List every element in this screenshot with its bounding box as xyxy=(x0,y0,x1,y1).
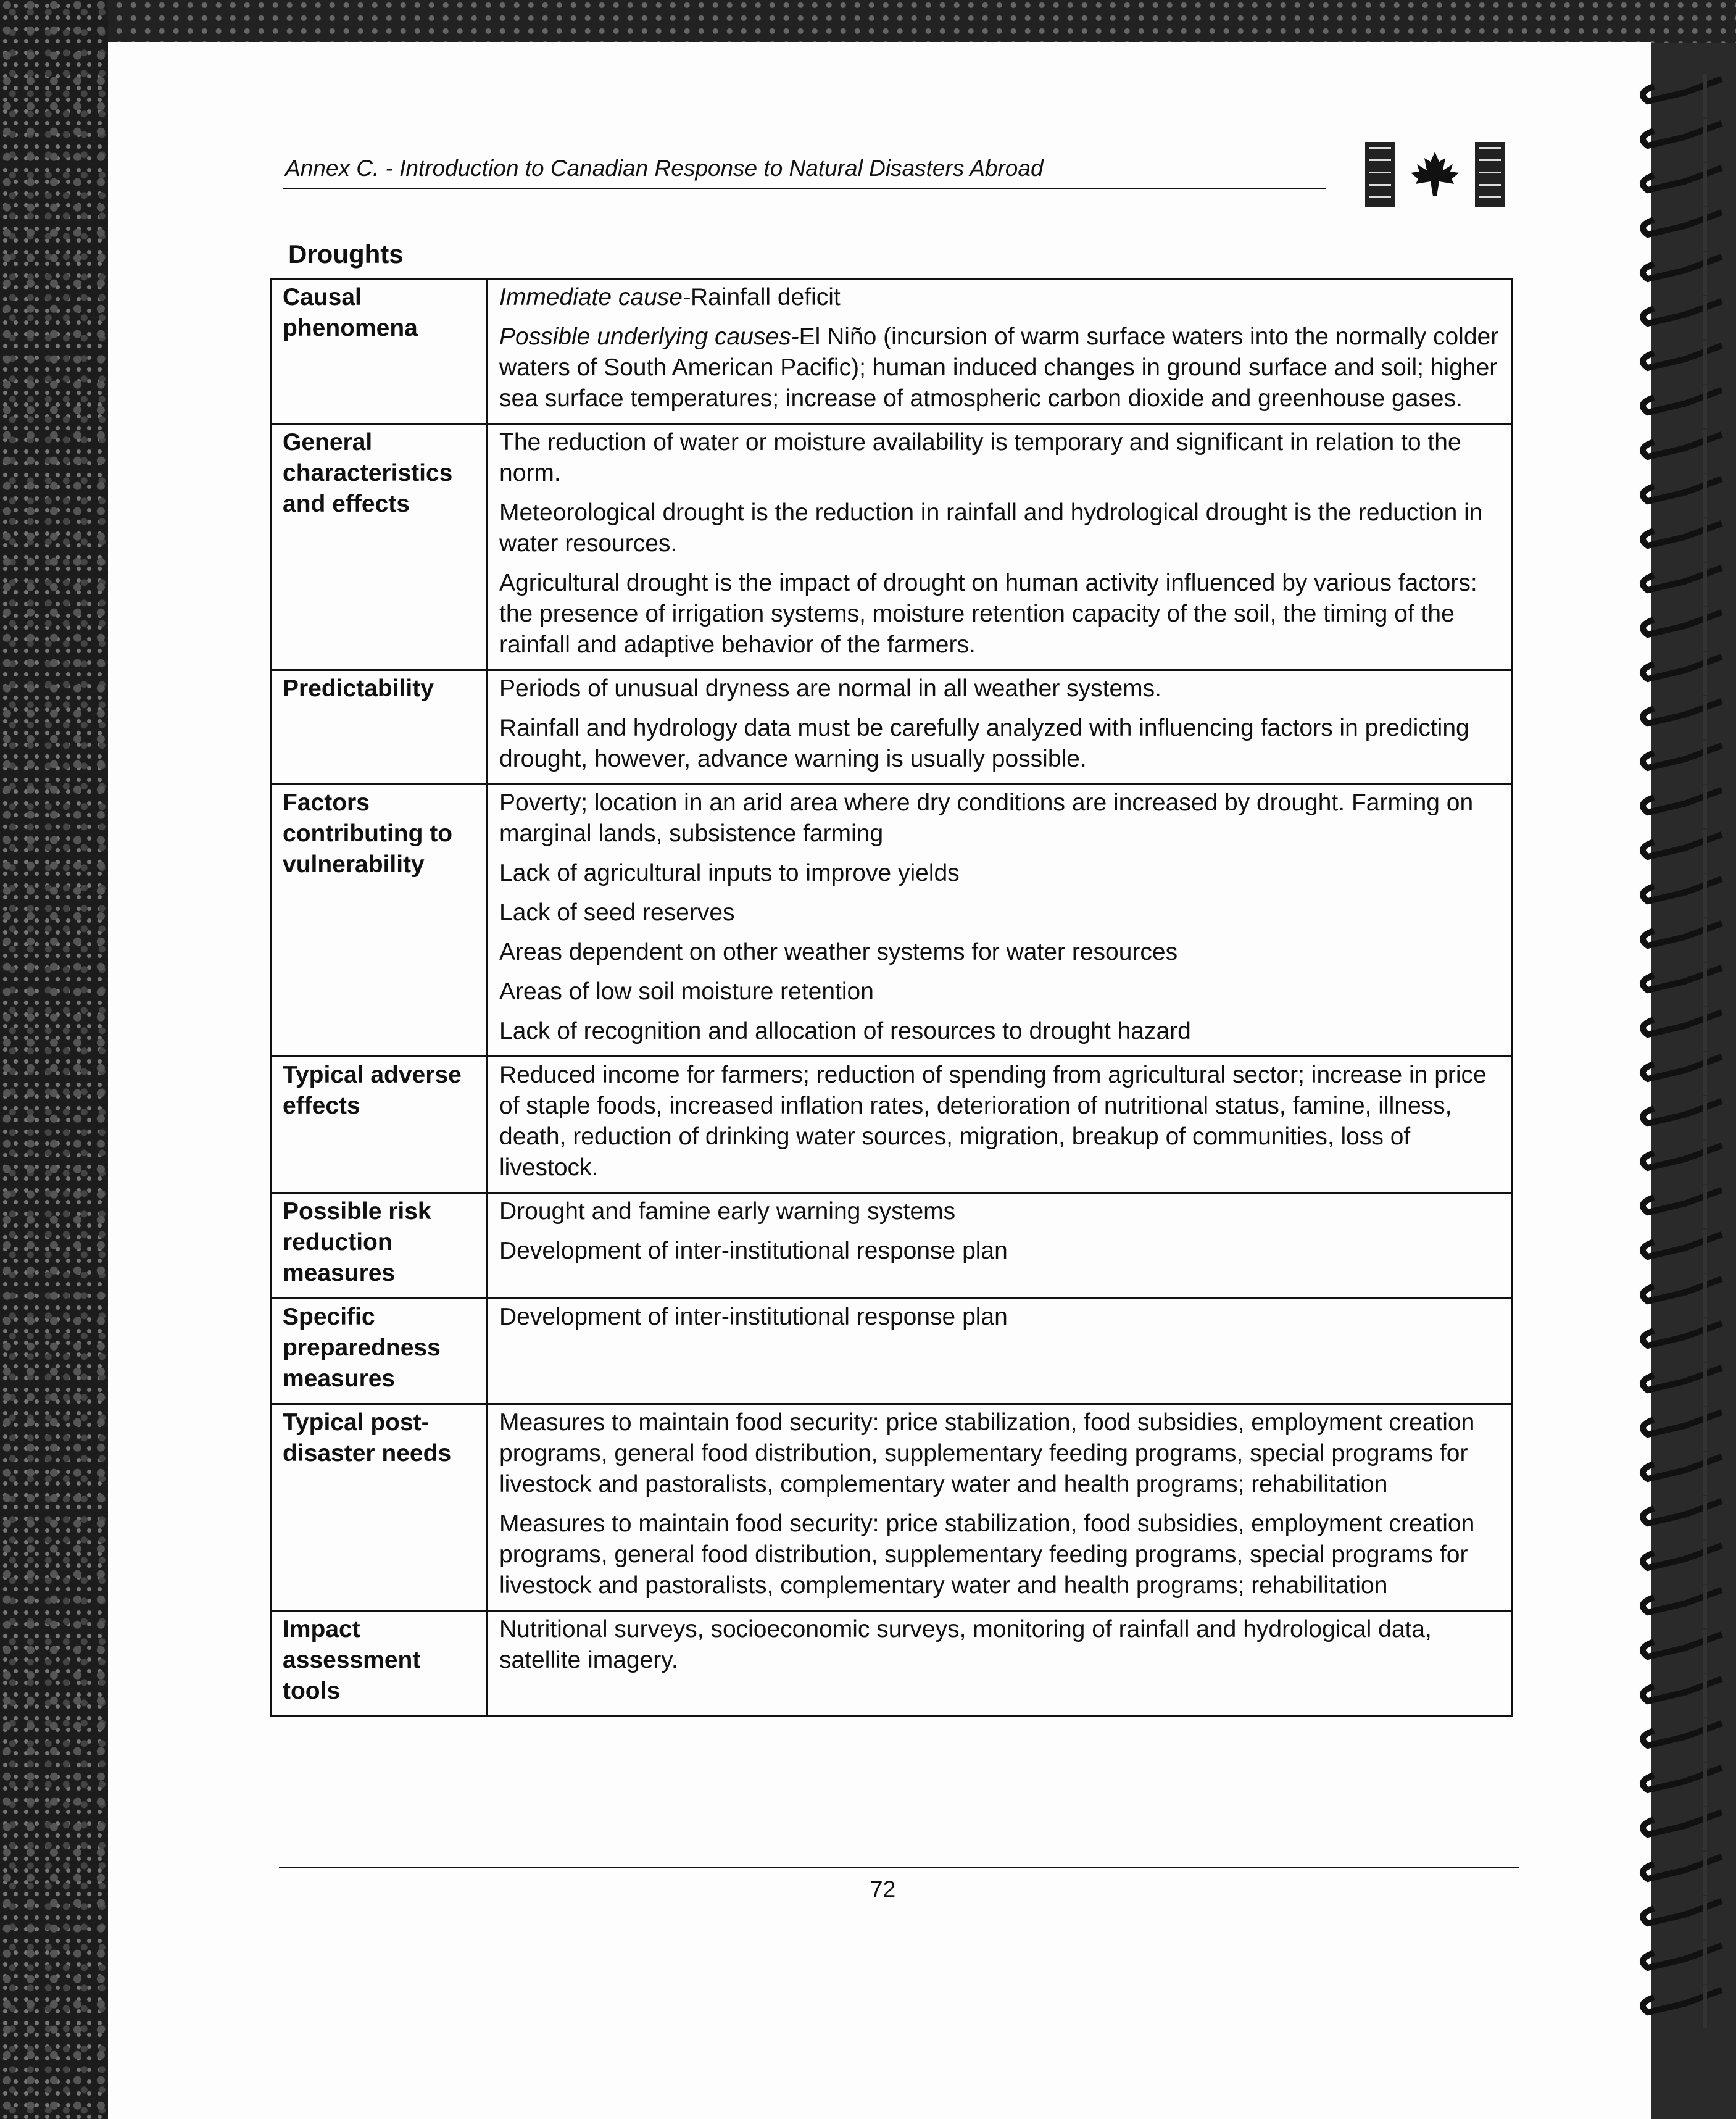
spiral-coil xyxy=(1643,479,1722,501)
content-paragraph xyxy=(499,322,1500,414)
spiral-coil xyxy=(1643,1057,1722,1079)
paragraph-text: Measures to maintain food security: price stabilization, food subsidies, employment creation programs, general food distribution, supplementary feeding programs, special programs for livestock and pastoralists, complementary water and health programs; rehabilitation xyxy=(499,1510,1475,1599)
spiral-edge xyxy=(1703,652,1707,695)
spiral-edge xyxy=(1703,1496,1707,1539)
spiral-coil xyxy=(1643,1590,1722,1612)
header-rule xyxy=(283,188,1326,189)
spiral-edge xyxy=(1703,1230,1707,1273)
paragraph-text: Poverty; location in an arid area where dry conditions are increased by drought. Farming on marginal lands, subsistence farming xyxy=(499,789,1474,847)
spiral-edge xyxy=(1703,1896,1707,1939)
spiral-coil xyxy=(1643,612,1722,635)
spiral-coil xyxy=(1643,879,1722,901)
spiral-coil xyxy=(1643,1101,1722,1123)
row-content xyxy=(488,670,1513,785)
paragraph-text: El Niño (incursion of warm surface waters into the normally colder waters of South American Pacific); human induced changes in ground surface and soil; higher sea surface temperatures; increase of atmospheric carbon dioxide and greenhouse gases. xyxy=(499,323,1499,412)
table-row xyxy=(271,785,1513,1057)
paragraph-text: Meteorological drought is the reduction in rainfall and hydrological drought is the reduction in water resources. xyxy=(499,499,1483,557)
page-number: 72 xyxy=(870,1876,896,1902)
spiral-edge xyxy=(1703,119,1707,162)
spiral-coil xyxy=(1643,1190,1722,1212)
spiral-coil xyxy=(1643,1412,1722,1434)
spiral-coil xyxy=(1643,701,1722,723)
paragraph-text: Development of inter-institutional response plan xyxy=(499,1238,1008,1264)
footer-rule xyxy=(279,1867,1519,1868)
spiral-coil xyxy=(1643,568,1722,590)
spiral-edge xyxy=(1703,607,1707,651)
spiral-coil xyxy=(1643,1368,1722,1390)
table-row xyxy=(271,1057,1513,1193)
row-label: Typical adverse effects xyxy=(271,1057,488,1193)
spiral-coil xyxy=(1643,746,1722,768)
content-paragraph xyxy=(499,858,1500,889)
paragraph-text: Lack of recognition and allocation of resources to drought hazard xyxy=(499,1018,1191,1044)
content-paragraph xyxy=(499,1060,1500,1183)
paragraph-text: Nutritional surveys, socioeconomic surveys, monitoring of rainfall and hydrological data, satellite imagery. xyxy=(499,1616,1432,1673)
content-paragraph xyxy=(499,1407,1500,1500)
spiral-edge xyxy=(1703,296,1707,339)
row-label: Possible risk reduction measures xyxy=(271,1193,488,1299)
spiral-coil xyxy=(1643,1012,1722,1035)
spiral-coil xyxy=(1643,1723,1722,1746)
paragraph-lead: Possible underlying causes- xyxy=(499,323,799,350)
spiral-coil xyxy=(1643,212,1722,235)
table-row xyxy=(271,1611,1513,1717)
spiral-edge xyxy=(1703,1096,1707,1139)
spiral-coil xyxy=(1643,1546,1722,1568)
spiral-coil xyxy=(1643,1946,1722,1968)
table-row xyxy=(271,424,1513,670)
spiral-coil xyxy=(1643,1323,1722,1346)
row-label: Predictability xyxy=(271,670,488,785)
content-paragraph xyxy=(499,1236,1500,1267)
content-paragraph xyxy=(499,897,1500,928)
spiral-edge xyxy=(1703,207,1707,251)
content-paragraph xyxy=(499,1196,1500,1227)
paragraph-text: Reduced income for farmers; reduction of spending from agricultural sector; increase in price of staple foods, increased inflation rates, deterioration of nutritional status, famine, illness, death, reduction of drinking water sources, migration, breakup of communities, loss of livestock. xyxy=(499,1062,1487,1181)
spiral-edge xyxy=(1703,430,1707,473)
content-paragraph xyxy=(499,1016,1500,1047)
spiral-edge xyxy=(1703,1718,1707,1762)
spiral-coil xyxy=(1643,257,1722,279)
spiral-edge xyxy=(1703,696,1707,739)
spiral-edge xyxy=(1703,1052,1707,1095)
row-label: Specific preparedness measures xyxy=(271,1299,488,1404)
spiral-edge xyxy=(1703,1185,1707,1228)
table-row xyxy=(271,279,1513,424)
spiral-coil xyxy=(1643,301,1722,323)
spiral-edge xyxy=(1703,830,1707,873)
spiral-coil xyxy=(1643,835,1722,857)
spiral-edge xyxy=(1703,341,1707,384)
spiral-edge xyxy=(1703,963,1707,1006)
spiral-coil xyxy=(1643,1857,1722,1879)
table-row xyxy=(271,1404,1513,1611)
spiral-edge xyxy=(1703,1363,1707,1406)
spiral-coil xyxy=(1643,1501,1722,1523)
spiral-coil xyxy=(1643,1457,1722,1479)
row-content xyxy=(488,424,1513,670)
spiral-edge xyxy=(1703,1318,1707,1362)
table-row xyxy=(271,1299,1513,1404)
spiral-edge xyxy=(1703,163,1707,206)
row-content xyxy=(488,279,1513,424)
content-paragraph xyxy=(499,937,1500,968)
spiral-coil xyxy=(1643,1146,1722,1168)
spiral-coil xyxy=(1643,1679,1722,1701)
row-content xyxy=(488,1404,1513,1611)
content-paragraph xyxy=(499,673,1500,704)
spiral-edge xyxy=(1703,74,1707,117)
scan-border-left xyxy=(0,0,108,2119)
spiral-coil xyxy=(1643,1234,1722,1257)
spiral-edge xyxy=(1703,918,1707,962)
spiral-edge xyxy=(1703,252,1707,295)
paragraph-text: Rainfall and hydrology data must be carefully analyzed with influencing factors in predicting drought, however, advance warning is usually possible. xyxy=(499,715,1469,772)
spiral-coil xyxy=(1643,1812,1722,1834)
paragraph-text: The reduction of water or moisture availability is temporary and significant in relation to the norm. xyxy=(499,429,1461,486)
content-paragraph xyxy=(499,1614,1500,1676)
paragraph-text: Drought and famine early warning systems xyxy=(499,1198,956,1225)
spiral-edge xyxy=(1703,1852,1707,1895)
content-paragraph xyxy=(499,282,1500,313)
paragraph-text: Development of inter-institutional response plan xyxy=(499,1304,1008,1330)
table-row xyxy=(271,1193,1513,1299)
content-paragraph xyxy=(499,568,1500,660)
row-label: Typical post-disaster needs xyxy=(271,1404,488,1611)
content-paragraph xyxy=(499,713,1500,775)
paragraph-text: Areas dependent on other weather systems for water resources xyxy=(499,939,1178,965)
spiral-coil xyxy=(1643,790,1722,812)
drought-info-table xyxy=(270,278,1513,1717)
row-label: Impact assessment tools xyxy=(271,1611,488,1717)
content-paragraph xyxy=(499,788,1500,849)
spiral-coil xyxy=(1643,390,1722,412)
spiral-edge xyxy=(1703,1674,1707,1717)
spiral-coil xyxy=(1643,346,1722,368)
content-paragraph xyxy=(499,976,1500,1007)
spiral-coil xyxy=(1643,523,1722,546)
spiral-edge xyxy=(1703,474,1707,517)
spiral-edge xyxy=(1703,1807,1707,1850)
spiral-edge xyxy=(1703,1141,1707,1184)
canada-flag-icon xyxy=(1364,141,1506,209)
paragraph-lead: Immediate cause- xyxy=(499,284,691,310)
paragraph-text: Lack of seed reserves xyxy=(499,899,735,926)
spiral-coil xyxy=(1643,923,1722,946)
spiral-coil xyxy=(1643,657,1722,679)
paragraph-text: Lack of agricultural inputs to improve yields xyxy=(499,860,960,886)
spiral-coil xyxy=(1643,1634,1722,1657)
row-content xyxy=(488,1193,1513,1299)
spiral-edge xyxy=(1703,1985,1707,2028)
spiral-coil xyxy=(1643,968,1722,990)
spiral-edge xyxy=(1703,1407,1707,1451)
spiral-edge xyxy=(1703,563,1707,606)
spiral-edge xyxy=(1703,385,1707,428)
spiral-edge xyxy=(1703,1007,1707,1051)
row-content xyxy=(488,1299,1513,1404)
table-row xyxy=(271,670,1513,785)
spiral-coil xyxy=(1643,1279,1722,1301)
spiral-edge xyxy=(1703,1452,1707,1495)
spiral-edge xyxy=(1703,741,1707,784)
spiral-edge xyxy=(1703,785,1707,828)
spiral-coil xyxy=(1643,1768,1722,1790)
content-paragraph xyxy=(499,1302,1500,1333)
row-content xyxy=(488,1611,1513,1717)
spiral-coil xyxy=(1643,79,1722,101)
spiral-coil xyxy=(1643,1990,1722,2012)
paragraph-text: Rainfall deficit xyxy=(690,284,841,310)
row-label: General characteristics and effects xyxy=(271,424,488,670)
scan-border-top xyxy=(0,0,1736,43)
spiral-coil xyxy=(1643,435,1722,457)
spiral-coil xyxy=(1643,123,1722,146)
row-label: Factors contributing to vulnerability xyxy=(271,785,488,1057)
row-content xyxy=(488,785,1513,1057)
row-content xyxy=(488,1057,1513,1193)
spiral-edge xyxy=(1703,1274,1707,1317)
spiral-edge xyxy=(1703,1630,1707,1673)
spiral-coil xyxy=(1643,1901,1722,1923)
spiral-edge xyxy=(1703,1941,1707,1984)
spiral-edge xyxy=(1703,1763,1707,1806)
paragraph-text: Agricultural drought is the impact of drought on human activity influenced by various factors: the presence of irrigation systems, moisture retention capacity of the soil, the timing of the rainfall and adaptive behavior of the farmers. xyxy=(499,570,1477,658)
spiral-coil xyxy=(1643,168,1722,190)
spiral-edge xyxy=(1703,874,1707,917)
paragraph-text: Measures to maintain food security: price stabilization, food subsidies, employment creation programs, general food distribution, supplementary feeding programs, special programs for livestock and pastoralists, complementary water and health programs; rehabilitation xyxy=(499,1409,1475,1497)
spiral-edge xyxy=(1703,1541,1707,1584)
spiral-binding xyxy=(1629,62,1736,2119)
running-header: Annex C. - Introduction to Canadian Response to Natural Disasters Abroad xyxy=(285,156,1044,181)
content-paragraph xyxy=(499,497,1500,559)
paragraph-text: Periods of unusual dryness are normal in all weather systems. xyxy=(499,675,1161,702)
spiral-edge xyxy=(1703,1585,1707,1628)
row-label: Causal phenomena xyxy=(271,279,488,424)
spiral-edge xyxy=(1703,518,1707,562)
section-title: Droughts xyxy=(288,239,404,269)
content-paragraph xyxy=(499,427,1500,489)
paragraph-text: Areas of low soil moisture retention xyxy=(499,978,874,1005)
content-paragraph xyxy=(499,1509,1500,1601)
